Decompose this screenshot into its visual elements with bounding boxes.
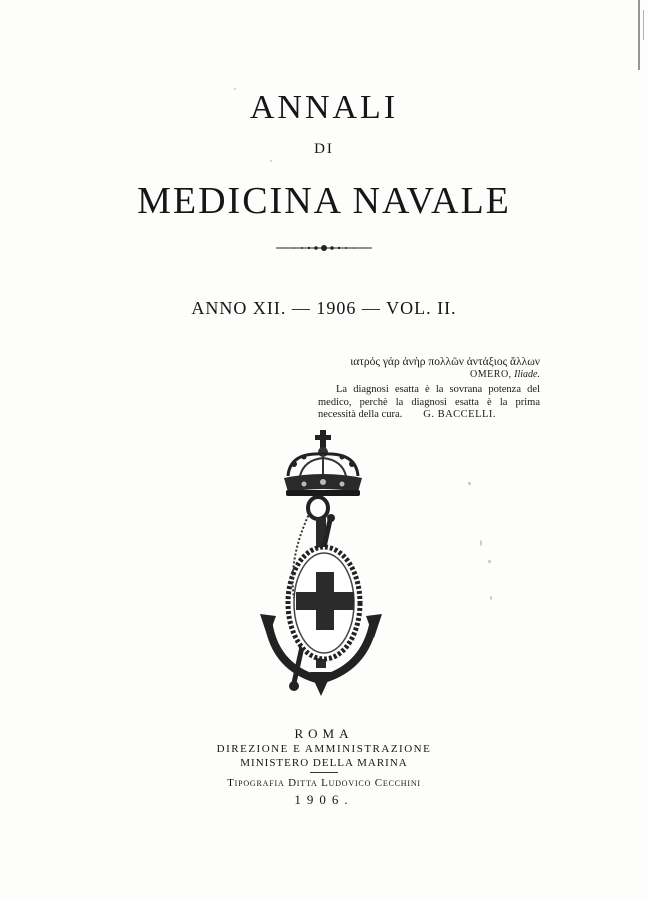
epigraph (318, 356, 540, 422)
crowned-anchor-red-cross-emblem-icon (254, 428, 394, 703)
scan-speck (468, 482, 471, 485)
imprint-direction: DIREZIONE E AMMINISTRAZIONE (216, 743, 432, 755)
page-edge-mark (643, 10, 644, 40)
page-edge-mark (638, 0, 640, 70)
journal-title-line-2: MEDICINA NAVALE (137, 180, 511, 222)
imprint-divider (310, 772, 338, 773)
volume-info: ANNO XII. — 1906 — VOL. II. (191, 298, 457, 318)
epigraph-italian-quote (318, 384, 540, 422)
ornamental-divider (0, 242, 648, 254)
epigraph-italian-author: G. BACCELLI. (423, 409, 497, 420)
journal-title-line-1: ANNALI (249, 89, 399, 126)
scan-speck (490, 596, 492, 600)
imprint-city: ROMA (294, 726, 354, 741)
epigraph-greek-author: OMERO, (470, 368, 512, 380)
epigraph-italian-text: La diagnosi esatta è la sovrana potenza del medico, perchè la diagnosi esatta è la prima necessità della cura. (318, 384, 540, 420)
imprint-year: 1906. (294, 792, 354, 807)
imprint-printer: Tipografia Ditta Ludovico Cecchini (227, 777, 421, 789)
epigraph-greek-work: Iliade. (514, 368, 540, 380)
ornament-rule-icon (274, 242, 374, 254)
scan-speck (488, 560, 491, 563)
scan-speck (270, 160, 272, 162)
scan-speck (234, 88, 236, 90)
epigraph-greek-attribution (318, 369, 540, 382)
imprint-ministry: MINISTERO DELLA MARINA (240, 757, 408, 769)
epigraph-greek-quote: ιατρός γάρ ἀνὴρ πολλῶν ἀντάξιος ἄλλων (350, 356, 540, 368)
journal-title-connector: DI (314, 141, 334, 157)
scan-speck (480, 540, 482, 546)
